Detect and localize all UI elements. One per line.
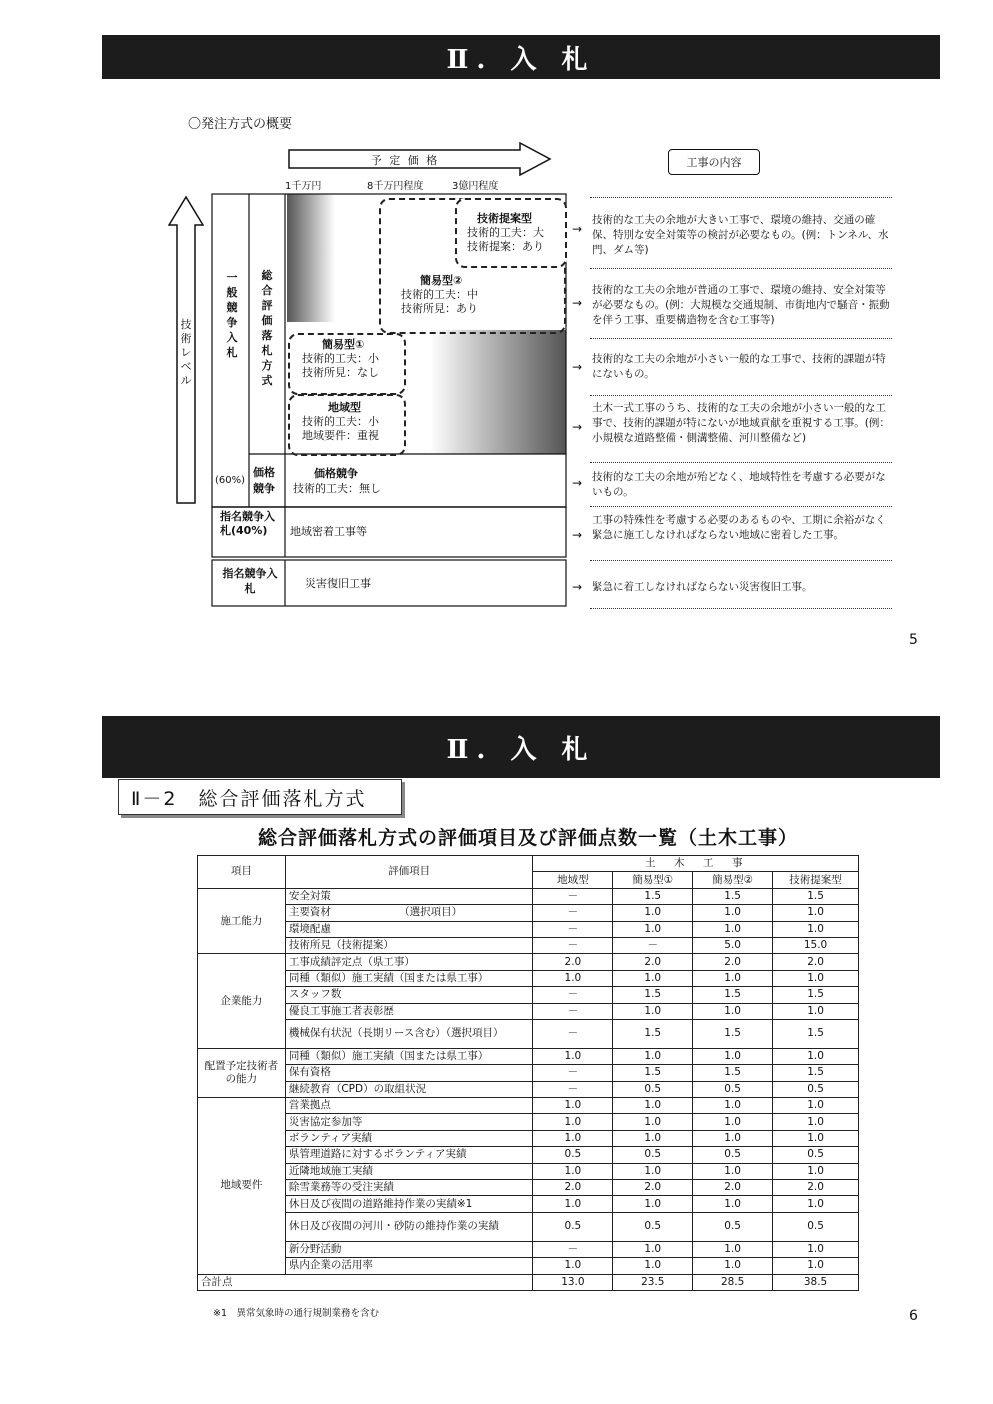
evaluation-table: [197, 855, 859, 1291]
total-cell: 23.5: [613, 1274, 693, 1290]
score-cell: 2.0: [693, 954, 773, 970]
table-body: [198, 888, 859, 1290]
score-cell: 1.0: [773, 905, 859, 921]
score-cell: 0.5: [533, 1212, 613, 1241]
criteria-label: 近隣地域施工実績: [285, 1163, 533, 1179]
score-cell: 1.5: [693, 888, 773, 904]
criteria-label: 県内企業の活用率: [285, 1258, 533, 1274]
score-cell: 1.0: [533, 970, 613, 986]
score-cell: 1.0: [773, 1098, 859, 1114]
price-arrow-label: 予 定 価 格: [370, 154, 440, 167]
header-col-kan2: 簡易型②: [693, 872, 773, 888]
kan1-line2: 技術所見：なし: [302, 366, 379, 379]
score-cell: －: [533, 888, 613, 904]
divider: [590, 506, 892, 507]
score-cell: 1.0: [533, 1048, 613, 1064]
score-cell: －: [533, 937, 613, 953]
chiiki-line1: 技術的工夫：小: [302, 415, 379, 428]
score-cell: 2.0: [533, 1180, 613, 1196]
table-row: [198, 1048, 859, 1064]
score-cell: 1.0: [613, 1130, 693, 1146]
criteria-label: 休日及び夜間の河川・砂防の維持作業の実績: [285, 1212, 533, 1241]
table-row: [198, 954, 859, 970]
criteria-label: 継続教育（CPD）の取組状況: [285, 1081, 533, 1097]
table-row: [198, 1114, 859, 1130]
kan2-line2: 技術所見：あり: [401, 302, 478, 315]
score-cell: －: [613, 937, 693, 953]
page-number-6: 6: [909, 1308, 918, 1324]
price-tick-1: 1千万円: [285, 181, 322, 192]
criteria-label: 機械保有状況（長期リース含む）（選択項目）: [285, 1019, 533, 1048]
score-cell: －: [533, 1065, 613, 1081]
score-cell: 1.0: [693, 1098, 773, 1114]
table-row: [198, 1163, 859, 1179]
row-shimei40-label: 指名競争入札(40%): [220, 510, 275, 537]
table-row: [198, 1130, 859, 1146]
score-cell: －: [533, 1081, 613, 1097]
score-cell: 1.0: [613, 1258, 693, 1274]
arrow-2: →: [572, 296, 583, 310]
score-cell: 1.5: [693, 1019, 773, 1048]
score-cell: 2.0: [533, 954, 613, 970]
score-cell: －: [533, 987, 613, 1003]
divider: [590, 608, 892, 609]
score-cell: 1.0: [773, 1114, 859, 1130]
score-cell: 1.0: [693, 921, 773, 937]
score-cell: 0.5: [693, 1212, 773, 1241]
table-title: 総合評価落札方式の評価項目及び評価点数一覧（土木工事）: [257, 827, 798, 849]
criteria-label: 工事成績評定点（県工事）: [285, 954, 533, 970]
criteria-label: 環境配慮: [285, 921, 533, 937]
total-label: 合計点: [198, 1274, 533, 1290]
group-label: 施工能力: [198, 888, 286, 954]
table-row: [198, 1019, 859, 1048]
score-cell: 1.0: [773, 970, 859, 986]
kakaku-line1: 技術的工夫：無し: [293, 482, 381, 495]
teian-line2: 技術提案：あり: [467, 240, 544, 253]
score-cell: 1.0: [693, 970, 773, 986]
content-header: 工事の内容: [668, 149, 760, 175]
header-col-teian: 技術提案型: [773, 872, 859, 888]
desc-5: 技術的な工夫の余地が殆どなく、地域特性を考慮する必要がないもの。: [592, 471, 886, 498]
divider: [590, 462, 892, 463]
score-cell: 2.0: [693, 1180, 773, 1196]
score-cell: 1.0: [613, 1196, 693, 1212]
score-cell: 1.5: [773, 987, 859, 1003]
saigai-work: 災害復旧工事: [305, 577, 371, 590]
total-cell: 38.5: [773, 1274, 859, 1290]
score-cell: 1.0: [773, 1196, 859, 1212]
score-cell: 1.0: [693, 1003, 773, 1019]
divider: [590, 197, 892, 198]
score-cell: 1.0: [693, 1196, 773, 1212]
table-row: [198, 937, 859, 953]
total-cell: 13.0: [533, 1274, 613, 1290]
score-cell: 1.5: [613, 1065, 693, 1081]
score-cell: 0.5: [613, 1147, 693, 1163]
row-general-label: 一般競争入札: [226, 271, 238, 359]
score-cell: 0.5: [773, 1212, 859, 1241]
score-cell: 2.0: [613, 1180, 693, 1196]
score-cell: 1.0: [533, 1258, 613, 1274]
criteria-label: スタッフ数: [285, 987, 533, 1003]
score-cell: 1.0: [773, 1048, 859, 1064]
criteria-label: ボランティア実績: [285, 1130, 533, 1146]
score-cell: 0.5: [613, 1212, 693, 1241]
score-cell: 1.0: [773, 1241, 859, 1257]
criteria-label: 休日及び夜間の道路維持作業の実績※1: [285, 1196, 533, 1212]
table-row: [198, 1098, 859, 1114]
score-cell: 0.5: [613, 1081, 693, 1097]
criteria-label: 同種（類似）施工実績（国または県工事）: [285, 1048, 533, 1064]
score-cell: 1.0: [613, 1241, 693, 1257]
row-kakaku-label: 価格競争: [253, 466, 275, 495]
score-cell: 0.5: [773, 1147, 859, 1163]
table-row: [198, 1003, 859, 1019]
criteria-label: 主要資材 （選択項目）: [285, 905, 533, 921]
score-cell: 1.0: [773, 1003, 859, 1019]
criteria-label: 同種（類似）施工実績（国または県工事）: [285, 970, 533, 986]
section-box: Ⅱ－2 総合評価落札方式: [118, 779, 402, 815]
kan2-title: 簡易型②: [420, 274, 463, 287]
score-cell: 15.0: [773, 937, 859, 953]
score-cell: 1.0: [773, 1130, 859, 1146]
table-row: [198, 1212, 859, 1241]
section-title: 〇発注方式の概要: [188, 117, 293, 132]
arrow-4: →: [572, 420, 583, 434]
criteria-label: 災害協定参加等: [285, 1114, 533, 1130]
score-cell: 1.0: [613, 1098, 693, 1114]
header-criteria: 評価項目: [285, 856, 533, 889]
header-col-kan1: 簡易型①: [613, 872, 693, 888]
teian-title: 技術提案型: [477, 212, 532, 225]
arrow-6: →: [572, 528, 583, 542]
score-cell: 2.0: [773, 954, 859, 970]
score-cell: 1.5: [613, 987, 693, 1003]
price-tick-3: 3億円程度: [452, 181, 499, 192]
desc-4: 土木一式工事のうち、技術的な工夫の余地が小さい一般的な工事で、技術的課題が特にないが地域貢献を重視する工事。(例：小規模な道路整備・側溝整備、河川整備など): [592, 402, 890, 444]
score-cell: －: [533, 1241, 613, 1257]
criteria-label: 優良工事施工者表彰歴: [285, 1003, 533, 1019]
table-row: [198, 905, 859, 921]
score-cell: 0.5: [773, 1081, 859, 1097]
criteria-label: 安全対策: [285, 888, 533, 904]
table-row: [198, 1196, 859, 1212]
score-cell: －: [533, 1003, 613, 1019]
score-cell: 1.0: [533, 1163, 613, 1179]
score-cell: 1.0: [773, 1258, 859, 1274]
score-cell: 1.0: [693, 1163, 773, 1179]
kan1-line1: 技術的工夫：小: [302, 352, 379, 365]
score-cell: 1.0: [613, 1114, 693, 1130]
score-cell: 1.0: [533, 1114, 613, 1130]
criteria-label: 保有資格: [285, 1065, 533, 1081]
table-row: [198, 987, 859, 1003]
desc-6: 工事の特殊性を考慮する必要のあるものや、工期に余裕がなく緊急に施工しなければならない地域に密着した工事。: [592, 514, 886, 541]
total-row: [198, 1274, 859, 1290]
group-label: 配置予定技術者の能力: [198, 1048, 286, 1097]
score-cell: 1.0: [693, 1114, 773, 1130]
page1-banner: Ⅱ. 入 札: [102, 35, 940, 79]
score-cell: 1.0: [693, 1130, 773, 1146]
score-cell: 1.0: [613, 1048, 693, 1064]
criteria-label: 除雪業務等の受注実績: [285, 1180, 533, 1196]
divider: [590, 268, 892, 269]
score-cell: 0.5: [533, 1147, 613, 1163]
score-cell: 1.0: [533, 1196, 613, 1212]
score-cell: 1.0: [613, 905, 693, 921]
divider: [590, 338, 892, 339]
table-row: [198, 1147, 859, 1163]
table-row: [198, 1180, 859, 1196]
total-cell: 28.5: [693, 1274, 773, 1290]
row-sogo-label: 総合評価落札方式: [261, 269, 273, 387]
score-cell: 1.5: [773, 1019, 859, 1048]
tech-level-label: 技術レベル: [180, 318, 192, 387]
page-number-5: 5: [909, 632, 918, 648]
chiiki-work: 地域密着工事等: [290, 525, 367, 538]
score-cell: 2.0: [613, 954, 693, 970]
score-cell: 1.0: [773, 921, 859, 937]
table-row: [198, 1258, 859, 1274]
teian-line1: 技術的工夫：大: [467, 226, 544, 239]
score-cell: －: [533, 1019, 613, 1048]
score-cell: 1.0: [773, 1163, 859, 1179]
criteria-label: 営業拠点: [285, 1098, 533, 1114]
score-cell: 1.0: [693, 1048, 773, 1064]
chiiki-line2: 地域要件：重視: [302, 429, 379, 442]
arrow-5: →: [572, 476, 583, 490]
kan1-title: 簡易型①: [322, 338, 365, 351]
score-cell: －: [533, 921, 613, 937]
price-tick-2: 8千万円程度: [367, 181, 424, 192]
score-cell: 1.5: [613, 888, 693, 904]
desc-3: 技術的な工夫の余地が小さい一般的な工事で、技術的課題が特にないもの。: [592, 353, 886, 380]
score-cell: 0.5: [693, 1147, 773, 1163]
score-cell: 1.0: [693, 1258, 773, 1274]
group-label: 地域要件: [198, 1098, 286, 1275]
table-row: [198, 1081, 859, 1097]
table-row: [198, 1065, 859, 1081]
page2-banner: Ⅱ. 入 札: [102, 716, 940, 778]
score-cell: 1.0: [693, 905, 773, 921]
arrow-1: →: [572, 222, 583, 236]
score-cell: 1.0: [613, 921, 693, 937]
score-cell: 1.5: [773, 1065, 859, 1081]
criteria-label: 県管理道路に対するボランティア実績: [285, 1147, 533, 1163]
score-cell: 1.5: [693, 1065, 773, 1081]
kan2-line1: 技術的工夫：中: [401, 288, 478, 301]
score-cell: 1.0: [613, 1003, 693, 1019]
criteria-label: 技術所見（技術提案）: [285, 937, 533, 953]
divider: [590, 395, 892, 396]
footnote: ※1 異常気象時の通行規制業務を含む: [213, 1308, 380, 1319]
desc-7: 緊急に着工しなければならない災害復旧工事。: [592, 581, 813, 593]
score-cell: 1.0: [533, 1098, 613, 1114]
score-cell: 1.0: [613, 970, 693, 986]
table-row: [198, 1241, 859, 1257]
score-cell: －: [533, 905, 613, 921]
table-row: [198, 970, 859, 986]
score-cell: 0.5: [693, 1081, 773, 1097]
score-cell: 1.5: [693, 987, 773, 1003]
kakaku-title: 価格競争: [314, 467, 358, 480]
desc-1: 技術的な工夫の余地が大きい工事で、環境の維持、交通の確保、特別な安全対策等の検討が必要なもの。(例：トンネル、水門、ダム等): [592, 214, 889, 256]
desc-2: 技術的な工夫の余地が普通の工事で、環境の維持、安全対策等が必要なもの。(例：大規模な交通規制、市街地内で騒音・振動を伴う工事、重要構造物を含む工事等): [592, 284, 890, 326]
table-row: [198, 921, 859, 937]
score-cell: 5.0: [693, 937, 773, 953]
header-item: 項目: [198, 856, 286, 889]
arrow-7: →: [572, 580, 583, 594]
score-cell: 1.0: [533, 1130, 613, 1146]
divider: [590, 560, 892, 561]
criteria-label: 新分野活動: [285, 1241, 533, 1257]
group-label: 企業能力: [198, 954, 286, 1049]
chiiki-title: 地域型: [328, 401, 361, 414]
arrow-3: →: [572, 360, 583, 374]
header-col-chiiki: 地域型: [533, 872, 613, 888]
row-shimei-label: 指名競争入札: [222, 567, 278, 595]
score-cell: 1.0: [613, 1163, 693, 1179]
score-cell: 2.0: [773, 1180, 859, 1196]
score-cell: 1.5: [773, 888, 859, 904]
score-cell: 1.0: [693, 1241, 773, 1257]
pct60-label: (60%): [215, 475, 246, 486]
table-row: [198, 888, 859, 904]
header-doboku: 土 木 工 事: [533, 856, 859, 872]
score-cell: 1.5: [613, 1019, 693, 1048]
